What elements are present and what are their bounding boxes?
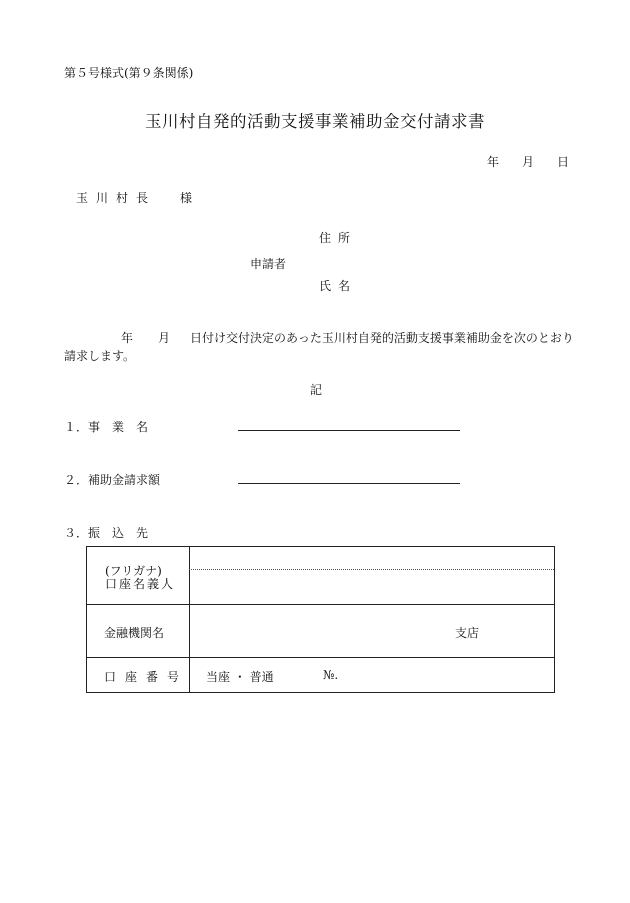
body-year: 年 [121,331,134,345]
project-name-underline [238,430,460,431]
applicant-address-label: 住所 [319,231,358,245]
bank-name-label: 金融機関名 [104,626,165,640]
applicant-role-label: 申請者 [250,257,287,271]
number-mark: №. [323,668,339,682]
account-type-text: 当座 ・ 普通 [206,670,274,684]
account-holder-label: 口座名義人 [105,577,176,591]
addressee-name: 玉川村長 [76,191,157,205]
body-month: 月 [158,331,171,345]
date-day-label: 日 [557,155,570,169]
table-row-divider [87,604,554,605]
claim-amount-underline [238,483,460,484]
bank-account-table [86,546,555,693]
body-text-line2: 請求します。 [64,349,136,363]
addressee-honorific: 様 [180,191,193,205]
date-month-label: 月 [522,155,535,169]
document-title: 玉川村自発的活動支援事業補助金交付請求書 [145,112,485,131]
furigana-label: (フリガナ) [105,564,162,578]
ki-heading: 記 [310,383,323,397]
item-project-name-label: １．事 業 名 [64,420,149,434]
applicant-name-label: 氏名 [319,279,358,293]
item-claim-amount-label: ２．補助金請求額 [64,473,161,487]
table-row-divider [87,657,554,658]
branch-label: 支店 [455,626,480,640]
item-transfer-destination-label: ３．振 込 先 [64,526,149,540]
body-text-line1: 日付け交付決定のあった玉川村自発的活動支援事業補助金を次のとおり [190,331,574,345]
date-year-label: 年 [487,155,500,169]
furigana-dotted-line [189,569,554,570]
form-number: 第５号様式(第９条関係) [64,66,194,80]
account-number-label: 口座番号 [104,670,189,684]
